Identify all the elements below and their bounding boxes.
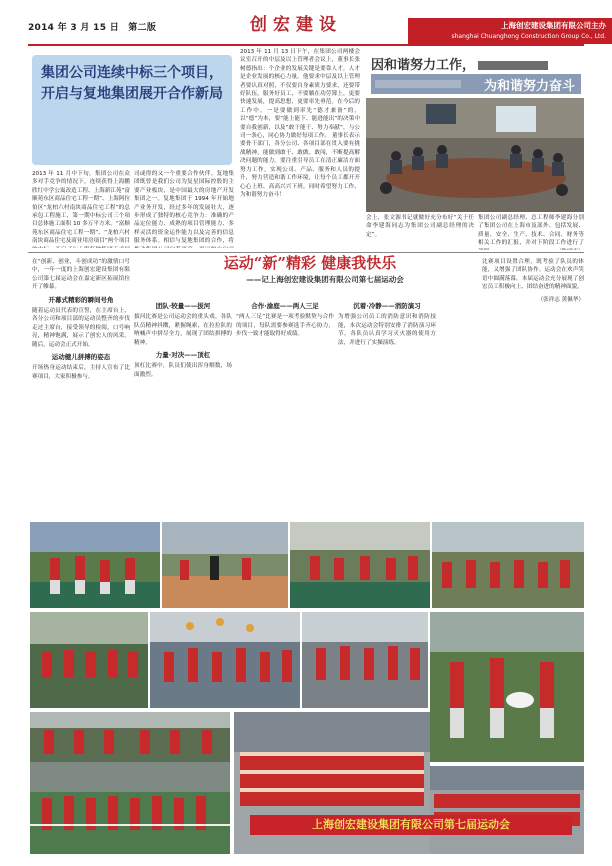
article2-sec1: 随着运动员代表的宣誓，在主席台上，各分公司和项目部的运动员整齐的步伐走过主席台，接受领导的检阅，口号响亮，精神饱满，展示了创宏人的风采。随后，运动会正式开始。 — [32, 308, 130, 348]
section-heading: 团队·较量——拔河 — [155, 302, 211, 310]
article2-col5 — [482, 258, 584, 520]
article1-col2-text: 司或得的又一个重要合作伙伴。复地集团既曾是我们公司为复星国际控股的主要产业板块，是中国最大的房地产开发集团之一。复地集团于 1994 年开始地产业务开发，经过多年的发展壮大，逐步形成了独特的核心竞争力：准确的产品定位能力、成熟的项目管理能力、多样灵活的资金运作能力以及完善的信息服务体系。相信与复地集团的合作，将 — [134, 171, 234, 245]
masthead-logo: 创宏建设 — [250, 15, 342, 35]
article1-col3-text: 2013 年 11 月 13 日下午，在集团公司两楼会议室召开的中层及以上管理者会议上，董事长张树德指出：个企业的发展关键是要靠人才，人才是企业发展的核心力量。他要求中层及以上管理者要认真对照，不仅要自身素质力要求，还要带好队伍，服务好员工，不要躺在功劳簿上，更要快速发展，提高思想，更要率先垂范。在今后的工作中，一是要做到率先“德才兼备”的，以“德”为本，要“能上能下、能进能出”的决策中要自我创新，以及“敢干能干、努力奉献”，与公司一条心，同心协力做好每项工作。 — [240, 49, 360, 140]
article2-col3 — [236, 298, 334, 520]
section-heading: 沉着·冷静——消防演习 — [353, 302, 421, 310]
article1-title-box — [32, 55, 232, 165]
photo-team — [432, 522, 584, 608]
photo-cheer-left — [30, 612, 148, 708]
photo-running — [30, 522, 160, 608]
photo-group-right — [430, 766, 584, 854]
sponsor-bar — [408, 18, 612, 44]
photo-cheer-mid — [150, 612, 300, 708]
article2-sec4: 顶杠比赛中，队员们使出浑身解数，场面激烈。 — [134, 363, 232, 378]
sponsor-cn: 上海创宏建设集团有限公司主办 — [501, 21, 606, 30]
article1-col1: 2013 年 11 月中下旬，集团公司在众多对手竞争的情况下，连续获得上海鹏欣红中学公寓改造工程、上海新江苑“富顺苑东区商品住宅工程一期”、上海阿拉伯区“龙柏六村南块商品住宅工程”的总承包工程施工，第一期中标公司三个项目总体施工面积 10 多万平方米。“富顺苑东区商品住宅工程一期”、“龙柏六村南块商品住宅及商业用房项目”两个项目 — [32, 171, 130, 245]
section-heading: 合作·渝庭——两人三足 — [251, 302, 319, 310]
page-header — [28, 8, 606, 46]
slogan-line2: 为和谐努力奋斗 — [371, 74, 581, 94]
article2-col4 — [338, 298, 436, 520]
article2-sec5: “两人三足”比赛是一项考验默契与合作的项目，每队需要参赛选手齐心协力，步伐一致才能取得好成绩。 — [236, 314, 334, 338]
article2-title: 运动“新”精彩 健康我快乐 — [223, 254, 397, 272]
section-heading: 开幕式精彩的瞬间号角 — [48, 295, 114, 304]
photo-tug — [290, 522, 430, 608]
article1-col3-tail: 会上，张文源书记就做好充分布好“关于任命李建海同志为集团公司副总经理的决定”。 — [366, 215, 474, 238]
header-divider — [28, 44, 584, 46]
article2-col-last: 比赛项目设置合理，既考验了队员的体能，又增强了团队协作。运动会在欢声笑语中圆满落幕，本届运动会充分展现了创宏员工积极向上、团结奋进的精神面貌。 — [482, 259, 584, 291]
article2-col1 — [32, 258, 130, 520]
sponsor-en: shanghai Chuanghong Construction Group Co., Ltd. — [451, 33, 606, 40]
slogan-line1: 因和谐努力工作， — [371, 54, 548, 73]
photo-pole — [30, 712, 230, 762]
photo-tug-of-war — [30, 762, 230, 854]
meeting-photo — [366, 98, 584, 212]
article2-col2 — [134, 298, 232, 520]
article1-col4-text: 集团公司副总经理、总工程师李建海分别了集团公司在上海市及部外、包括发展、质量、安全、生产、技术、合同、财务等相关工作的汇报，并对下阶段工作进行了 — [478, 215, 584, 247]
games-banner: 上海创宏建设集团有限公司第七届运动会 — [250, 815, 572, 835]
article2-sec6: 为增强公司员工的消防意识和消防技能，本次运动会特别安排了消防演习环节。各队员认真学习灭火器的使用方法，并进行了实操演练。 — [338, 314, 436, 346]
issue-date: 2014 年 3 月 15 日 第二版 — [28, 23, 157, 33]
photo-track — [162, 522, 288, 608]
section-heading: 力量·对决——顶杠 — [155, 351, 211, 360]
article1-col4 — [478, 214, 584, 250]
article1-col2 — [134, 170, 234, 248]
article2-intro: 在“创新、创业，斗创成功”的激情口号中，一年一度的上海创宏建设集团有限公司第七届运动会在嘉定新区拓展馆拉开了帷幕。 — [32, 259, 130, 291]
article2-author: （张祥志 黄佩华） — [537, 296, 584, 303]
article2-sec2: 开场热身运动结束后，主持人宣布了比赛项目，大家积极参与。 — [32, 365, 130, 380]
photo-fire-drill — [430, 612, 584, 762]
article2-sec3: 拔河比赛是公司运动会的重头戏。各队队员精神抖擞，紧握绳索，在拉拉队的呐喊声中拼尽全力，展现了团结拼搏的精神。 — [134, 314, 232, 346]
article2-subtitle: ——记上海创宏建设集团有限公司第七届运动会 — [246, 275, 404, 284]
article1-col4-author — [556, 248, 584, 250]
article1-title: 集团公司连续中标三个项目，开启与复地集团展开合作新局 — [41, 65, 223, 102]
section-heading: 运动健儿拼搏的姿态 — [51, 353, 111, 362]
article1-col3 — [240, 48, 360, 252]
photo-jump — [302, 612, 428, 708]
slogan-box — [365, 50, 583, 98]
article1-col3-extra: 董事长表示要骨干部门，各分公司、各项目部在贯入要有挑战精神，能做到敢干、敢做、敢闯，不断提高解决问题的能力。要注重引导员工在清正廉洁方面努力工作，实现公司、产品、服务和人员的提升，努力营造和谐工作环境，让每个员工都开开心心上班、高高兴兴下班。同时希望努力工作、为和谐努力奋斗！ — [240, 133, 360, 198]
